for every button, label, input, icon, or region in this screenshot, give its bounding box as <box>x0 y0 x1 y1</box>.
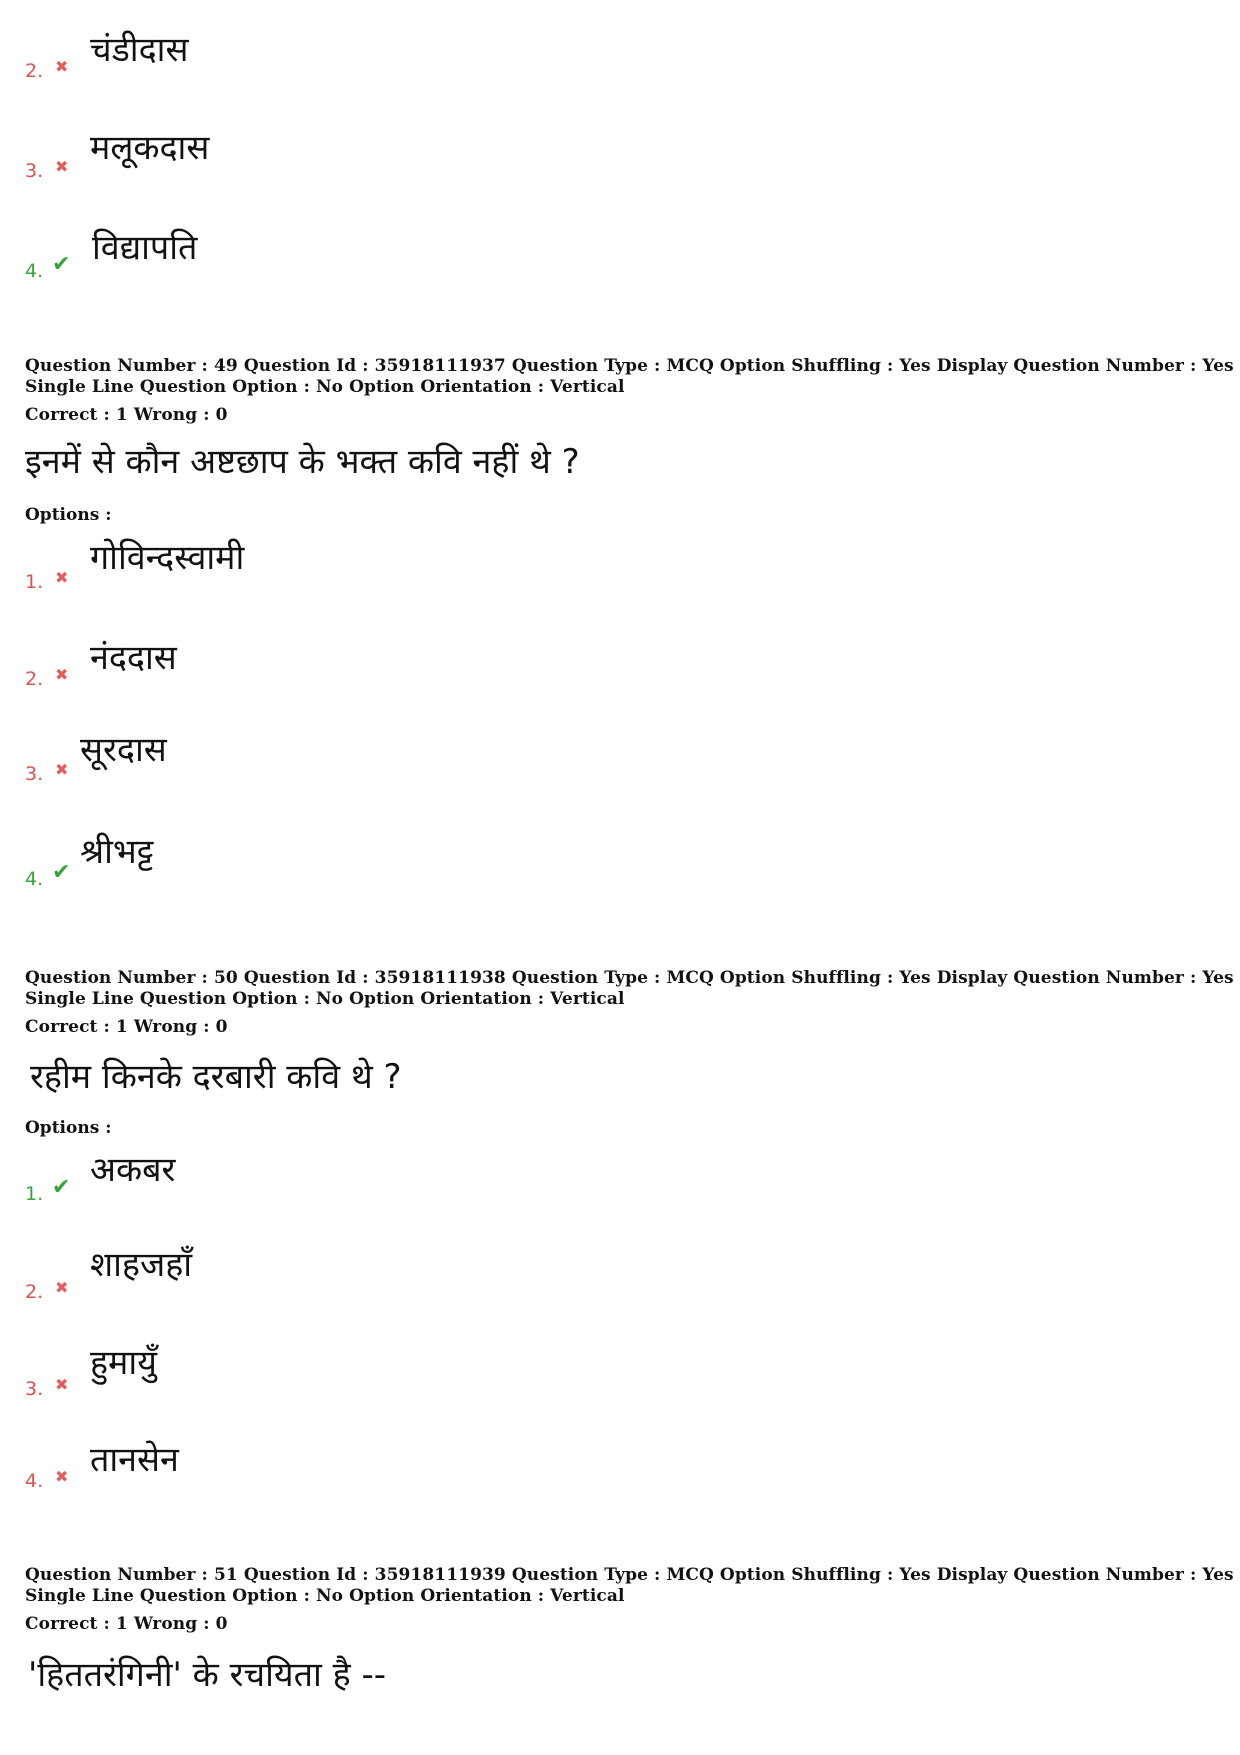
wrong-mark-icon: ✖ <box>55 760 69 779</box>
option-text: नंददास <box>90 638 177 678</box>
wrong-mark-icon: ✖ <box>55 1467 69 1486</box>
question-meta-line: Question Number : 51 Question Id : 35918111939 Question Type : MCQ Option Shuffling : Yes Display Question Number : Yes <box>25 1565 1234 1585</box>
option-number: 2. <box>25 60 44 82</box>
option-text: अकबर <box>90 1150 176 1190</box>
question-meta-line: Question Number : 50 Question Id : 35918111938 Question Type : MCQ Option Shuffling : Yes Display Question Number : Yes <box>25 968 1234 988</box>
options-label: Options : <box>25 505 112 525</box>
question-meta-line: Single Line Question Option : No Option Orientation : Vertical <box>25 989 625 1009</box>
check-mark-icon: ✔ <box>52 1175 71 1200</box>
question-meta-line: Question Number : 49 Question Id : 35918111937 Question Type : MCQ Option Shuffling : Yes Display Question Number : Yes <box>25 356 1234 376</box>
option-number: 3. <box>25 763 44 785</box>
option-text: सूरदास <box>80 730 167 770</box>
wrong-mark-icon: ✖ <box>55 1278 69 1297</box>
question-score-line: Correct : 1 Wrong : 0 <box>25 1017 228 1037</box>
option-number: 2. <box>25 1281 44 1303</box>
option-number: 3. <box>25 1378 44 1400</box>
options-label: Options : <box>25 1118 112 1138</box>
option-text: तानसेन <box>90 1440 179 1480</box>
option-text: मलूकदास <box>90 128 210 168</box>
option-text: विद्यापति <box>92 228 198 268</box>
wrong-mark-icon: ✖ <box>55 568 69 587</box>
wrong-mark-icon: ✖ <box>55 1375 69 1394</box>
question-score-line: Correct : 1 Wrong : 0 <box>25 405 228 425</box>
wrong-mark-icon: ✖ <box>55 665 69 684</box>
option-text: श्रीभट्ट <box>80 832 154 872</box>
option-number: 2. <box>25 668 44 690</box>
option-text: शाहजहाँ <box>90 1245 193 1285</box>
check-mark-icon: ✔ <box>52 860 71 885</box>
option-text: गोविन्दस्वामी <box>90 538 245 578</box>
option-number: 3. <box>25 160 44 182</box>
wrong-mark-icon: ✖ <box>55 57 69 76</box>
question-score-line: Correct : 1 Wrong : 0 <box>25 1614 228 1634</box>
question-text: इनमें से कौन अष्टछाप के भक्त कवि नहीं थे ? <box>25 442 580 482</box>
option-number: 4. <box>25 1470 44 1492</box>
option-number: 4. <box>25 260 44 282</box>
question-meta-line: Single Line Question Option : No Option Orientation : Vertical <box>25 377 625 397</box>
question-text: रहीम किनके दरबारी कवि थे ? <box>30 1057 402 1097</box>
wrong-mark-icon: ✖ <box>55 157 69 176</box>
option-number: 4. <box>25 868 44 890</box>
option-text: हुमायुँ <box>90 1343 157 1383</box>
option-number: 1. <box>25 571 44 593</box>
question-text: 'हिततरंगिनी' के रचयिता है -- <box>28 1655 386 1695</box>
check-mark-icon: ✔ <box>52 252 71 277</box>
question-meta-line: Single Line Question Option : No Option Orientation : Vertical <box>25 1586 625 1606</box>
option-number: 1. <box>25 1183 44 1205</box>
option-text: चंडीदास <box>90 30 189 70</box>
